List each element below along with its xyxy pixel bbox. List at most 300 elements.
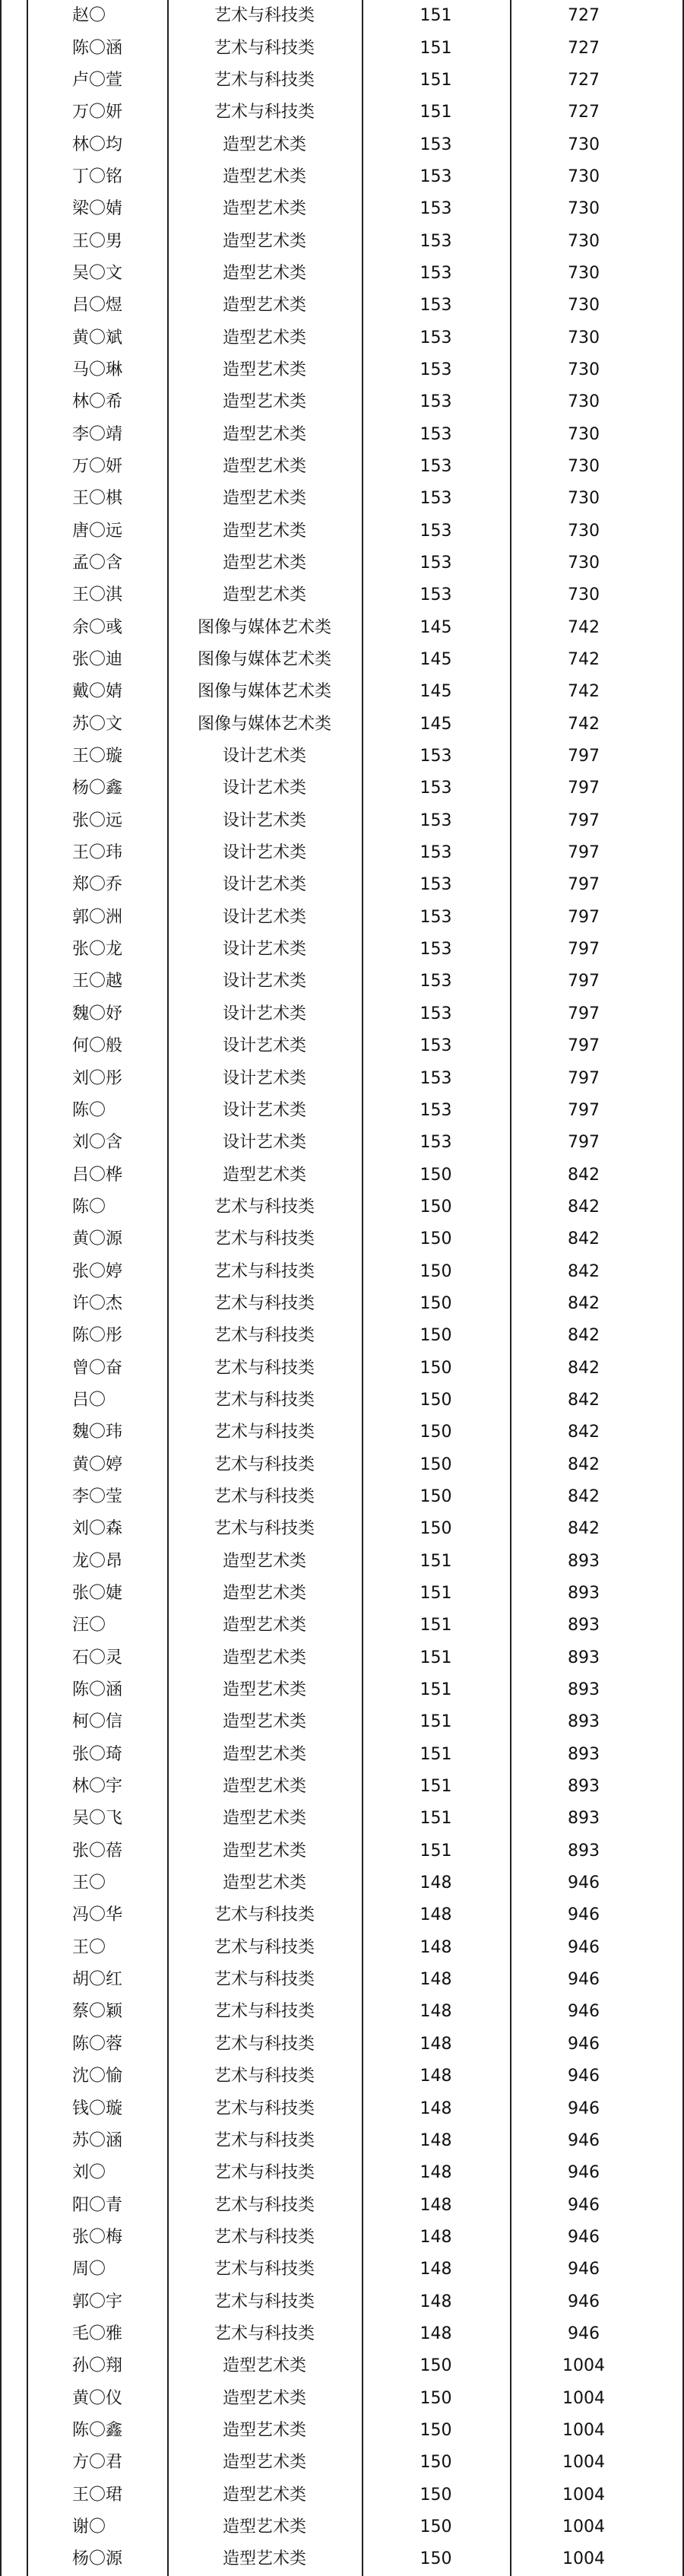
rank-cell: 797 (568, 940, 600, 960)
category-cell: 设计艺术类 (222, 875, 306, 895)
category-cell: 设计艺术类 (222, 1100, 306, 1120)
category-cell: 艺术与科技类 (214, 2292, 315, 2311)
score-cell: 145 (420, 682, 452, 702)
score-cell: 151 (420, 1584, 452, 1604)
score-cell: 150 (420, 1423, 452, 1442)
rank-cell: 730 (568, 296, 600, 316)
score-cell: 153 (420, 456, 452, 476)
table-row (27, 161, 657, 193)
rank-cell: 797 (568, 1036, 600, 1056)
category-cell: 设计艺术类 (222, 940, 306, 960)
rank-cell: 730 (568, 199, 600, 219)
table-row (27, 2254, 657, 2286)
name-cell: 黄〇斌 (72, 328, 123, 347)
category-cell: 艺术与科技类 (214, 2130, 315, 2150)
name-cell: 陈〇涵 (72, 38, 123, 58)
name-cell: 戴〇婧 (72, 682, 123, 702)
rank-cell: 797 (568, 972, 600, 991)
category-cell: 艺术与科技类 (214, 1519, 315, 1539)
score-cell: 151 (420, 1744, 452, 1764)
score-cell: 151 (420, 1616, 452, 1635)
score-cell: 153 (420, 392, 452, 412)
score-cell: 151 (420, 1712, 452, 1732)
table-row (27, 2189, 657, 2221)
table-row (27, 2511, 657, 2543)
name-cell: 王〇珺 (72, 2485, 123, 2505)
score-cell: 150 (420, 1261, 452, 1281)
table-row (27, 998, 657, 1030)
score-cell: 153 (420, 296, 452, 316)
rank-cell: 1004 (562, 2356, 605, 2376)
category-cell: 艺术与科技类 (214, 2099, 315, 2118)
score-cell: 148 (420, 2099, 452, 2118)
name-cell: 孟〇含 (72, 554, 123, 573)
category-cell: 艺术与科技类 (214, 1326, 315, 1346)
table-row (27, 2092, 657, 2124)
score-cell: 151 (420, 70, 452, 90)
table-row (27, 2415, 657, 2447)
name-cell: 余〇彧 (72, 617, 123, 637)
name-cell: 张〇迪 (72, 650, 123, 670)
score-cell: 153 (420, 940, 452, 960)
score-cell: 150 (420, 1455, 452, 1474)
table-row (27, 1996, 657, 2028)
table-row (27, 1932, 657, 1964)
category-cell: 造型艺术类 (222, 1777, 306, 1797)
name-cell: 李〇莹 (72, 1486, 123, 1506)
table-row (27, 386, 657, 418)
rank-cell: 730 (568, 392, 600, 412)
score-cell: 153 (420, 779, 452, 798)
name-cell: 陈〇 (72, 1100, 106, 1120)
category-cell: 造型艺术类 (222, 328, 306, 347)
table-row (27, 934, 657, 966)
category-cell: 造型艺术类 (222, 554, 306, 573)
score-cell: 148 (420, 2324, 452, 2343)
name-cell: 刘〇含 (72, 1133, 123, 1153)
name-cell: 胡〇红 (72, 1970, 123, 1990)
table-row (27, 290, 657, 322)
table-row (27, 2029, 657, 2060)
table-row (27, 32, 657, 64)
category-cell: 造型艺术类 (222, 1873, 306, 1893)
table-row (27, 1030, 657, 1062)
rank-cell: 842 (568, 1455, 600, 1474)
score-cell: 153 (420, 1133, 452, 1153)
category-cell: 艺术与科技类 (214, 1905, 315, 1925)
rank-cell: 946 (568, 1970, 600, 1990)
table-row (27, 1481, 657, 1513)
score-cell: 148 (420, 1873, 452, 1893)
table-row (27, 902, 657, 934)
category-cell: 造型艺术类 (222, 424, 306, 444)
table-row (27, 322, 657, 354)
category-cell: 艺术与科技类 (214, 2195, 315, 2215)
category-cell: 艺术与科技类 (214, 2002, 315, 2022)
name-cell: 王〇棋 (72, 489, 123, 509)
rank-cell: 946 (568, 1937, 600, 1957)
rank-cell: 727 (568, 103, 600, 122)
category-cell: 造型艺术类 (222, 360, 306, 379)
rank-cell: 893 (568, 1777, 600, 1797)
table-row (27, 2125, 657, 2157)
score-cell: 153 (420, 585, 452, 605)
rank-cell: 842 (568, 1519, 600, 1539)
name-cell: 方〇君 (72, 2453, 123, 2473)
category-cell: 造型艺术类 (222, 2388, 306, 2408)
rank-cell: 730 (568, 424, 600, 444)
score-cell: 150 (420, 1197, 452, 1217)
score-cell: 151 (420, 1680, 452, 1700)
table-row (27, 1385, 657, 1416)
rank-cell: 742 (568, 650, 600, 670)
table-row (27, 2350, 657, 2382)
category-cell: 造型艺术类 (222, 1744, 306, 1764)
rank-cell: 946 (568, 2292, 600, 2311)
score-cell: 148 (420, 2067, 452, 2086)
rank-cell: 742 (568, 682, 600, 702)
score-cell: 153 (420, 167, 452, 186)
name-cell: 刘〇彤 (72, 1068, 123, 1088)
rank-cell: 842 (568, 1293, 600, 1313)
category-cell: 艺术与科技类 (214, 103, 315, 122)
score-cell: 153 (420, 875, 452, 895)
category-cell: 艺术与科技类 (214, 2034, 315, 2054)
category-cell: 艺术与科技类 (214, 2163, 315, 2183)
score-cell: 148 (420, 2227, 452, 2247)
name-cell: 张〇远 (72, 811, 123, 830)
table-row (27, 1255, 657, 1287)
name-cell: 沈〇愉 (72, 2067, 123, 2086)
score-cell: 153 (420, 1036, 452, 1056)
table-row (27, 0, 657, 32)
table-row (27, 1448, 657, 1480)
table-row (27, 2479, 657, 2511)
name-cell: 张〇龙 (72, 940, 123, 960)
score-cell: 148 (420, 2292, 452, 2311)
table-row (27, 837, 657, 869)
rank-cell: 742 (568, 617, 600, 637)
name-cell: 吕〇 (72, 1390, 106, 1410)
category-cell: 图像与媒体艺术类 (197, 650, 331, 670)
name-cell: 许〇杰 (72, 1293, 123, 1313)
name-cell: 周〇 (72, 2260, 106, 2279)
table-row (27, 1288, 657, 1320)
rank-cell: 842 (568, 1229, 600, 1249)
rank-cell: 842 (568, 1261, 600, 1281)
rank-cell: 842 (568, 1486, 600, 1506)
rank-cell: 946 (568, 2324, 600, 2343)
category-cell: 造型艺术类 (222, 263, 306, 283)
table-row (27, 676, 657, 708)
score-cell: 153 (420, 489, 452, 509)
score-cell: 150 (420, 1293, 452, 1313)
name-cell: 吕〇桦 (72, 1165, 123, 1185)
rank-cell: 893 (568, 1680, 600, 1700)
rank-cell: 946 (568, 2260, 600, 2279)
category-cell: 造型艺术类 (222, 1712, 306, 1732)
category-cell: 设计艺术类 (222, 843, 306, 863)
table-row (27, 1803, 657, 1835)
table-row (27, 128, 657, 160)
score-cell: 150 (420, 2517, 452, 2536)
rank-cell: 842 (568, 1423, 600, 1442)
category-cell: 造型艺术类 (222, 2517, 306, 2536)
name-cell: 陈〇涵 (72, 1680, 123, 1700)
rank-cell: 946 (568, 2195, 600, 2215)
score-cell: 153 (420, 843, 452, 863)
category-cell: 造型艺术类 (222, 2356, 306, 2376)
table-row (27, 1513, 657, 1545)
score-cell: 153 (420, 328, 452, 347)
table-row (27, 579, 657, 611)
table-row (27, 1899, 657, 1931)
table-row (27, 354, 657, 386)
score-cell: 148 (420, 1970, 452, 1990)
name-cell: 王〇 (72, 1873, 106, 1893)
category-cell: 造型艺术类 (222, 1648, 306, 1667)
table-row (27, 1320, 657, 1352)
rank-cell: 727 (568, 70, 600, 90)
rank-cell: 1004 (562, 2549, 605, 2569)
score-cell: 151 (420, 38, 452, 58)
rank-cell: 946 (568, 2227, 600, 2247)
name-cell: 黄〇婷 (72, 1455, 123, 1474)
score-cell: 151 (420, 1809, 452, 1829)
name-cell: 黄〇仪 (72, 2388, 123, 2408)
score-cell: 148 (420, 1905, 452, 1925)
name-cell: 郭〇洲 (72, 907, 123, 927)
score-cell: 153 (420, 1068, 452, 1088)
rank-cell: 893 (568, 1648, 600, 1667)
table-row (27, 65, 657, 97)
rank-cell: 946 (568, 1873, 600, 1893)
name-cell: 万〇妍 (72, 103, 123, 122)
table-row (27, 1771, 657, 1803)
table-row (27, 772, 657, 804)
rank-cell: 730 (568, 489, 600, 509)
name-cell: 黄〇源 (72, 1229, 123, 1249)
name-cell: 魏〇玮 (72, 1423, 123, 1442)
rank-cell: 1004 (562, 2388, 605, 2408)
rank-cell: 730 (568, 167, 600, 186)
score-cell: 153 (420, 747, 452, 766)
table-row (27, 2222, 657, 2254)
category-cell: 造型艺术类 (222, 2549, 306, 2569)
table-row (27, 547, 657, 579)
name-cell: 何〇般 (72, 1036, 123, 1056)
rank-cell: 797 (568, 843, 600, 863)
category-cell: 造型艺术类 (222, 1841, 306, 1861)
rank-cell: 797 (568, 907, 600, 927)
score-cell: 150 (420, 2485, 452, 2505)
name-cell: 张〇琦 (72, 1744, 123, 1764)
name-cell: 孙〇翔 (72, 2356, 123, 2376)
score-cell: 148 (420, 2002, 452, 2022)
table-row (27, 805, 657, 837)
category-cell: 造型艺术类 (222, 1551, 306, 1571)
table-row (27, 1578, 657, 1610)
table-row (27, 709, 657, 741)
category-cell: 艺术与科技类 (214, 2227, 315, 2247)
category-cell: 图像与媒体艺术类 (197, 617, 331, 637)
category-cell: 造型艺术类 (222, 2485, 306, 2505)
name-cell: 阳〇青 (72, 2195, 123, 2215)
rank-cell: 742 (568, 714, 600, 734)
category-cell: 造型艺术类 (222, 489, 306, 509)
rank-cell: 893 (568, 1584, 600, 1604)
name-cell: 卢〇萱 (72, 70, 123, 90)
table-row (27, 2060, 657, 2092)
rank-cell: 893 (568, 1551, 600, 1571)
category-cell: 艺术与科技类 (214, 1970, 315, 1990)
score-cell: 153 (420, 907, 452, 927)
name-cell: 陈〇鑫 (72, 2420, 123, 2440)
category-cell: 造型艺术类 (222, 167, 306, 186)
name-cell: 张〇婕 (72, 1584, 123, 1604)
category-cell: 设计艺术类 (222, 1004, 306, 1023)
score-cell: 145 (420, 714, 452, 734)
category-cell: 艺术与科技类 (214, 1261, 315, 1281)
score-cell: 150 (420, 1390, 452, 1410)
score-cell: 150 (420, 2549, 452, 2569)
table-row (27, 516, 657, 547)
score-cell: 148 (420, 2034, 452, 2054)
table-row (27, 2318, 657, 2350)
rank-cell: 730 (568, 360, 600, 379)
table-row (27, 612, 657, 644)
category-cell: 艺术与科技类 (214, 1197, 315, 1217)
rank-cell: 797 (568, 811, 600, 830)
name-cell: 冯〇华 (72, 1905, 123, 1925)
name-cell: 魏〇妤 (72, 1004, 123, 1023)
name-cell: 李〇靖 (72, 424, 123, 444)
score-cell: 150 (420, 1519, 452, 1539)
category-cell: 造型艺术类 (222, 392, 306, 412)
score-cell: 150 (420, 1229, 452, 1249)
score-cell: 153 (420, 972, 452, 991)
rank-cell: 893 (568, 1616, 600, 1635)
name-cell: 赵〇 (72, 6, 106, 26)
name-cell: 郭〇宇 (72, 2292, 123, 2311)
rank-cell: 842 (568, 1358, 600, 1378)
table-row (27, 1546, 657, 1578)
score-cell: 151 (420, 6, 452, 26)
table-row (27, 1674, 657, 1706)
score-cell: 153 (420, 1004, 452, 1023)
name-cell: 苏〇涵 (72, 2130, 123, 2150)
name-cell: 王〇 (72, 1937, 106, 1957)
name-cell: 王〇淇 (72, 585, 123, 605)
rank-cell: 946 (568, 1905, 600, 1925)
name-cell: 丁〇铭 (72, 167, 123, 186)
table-row (27, 97, 657, 128)
rank-cell: 893 (568, 1841, 600, 1861)
rank-cell: 730 (568, 585, 600, 605)
name-cell: 陈〇彤 (72, 1326, 123, 1346)
name-cell: 陈〇蓉 (72, 2034, 123, 2054)
rank-cell: 842 (568, 1390, 600, 1410)
table-row (27, 258, 657, 290)
score-cell: 145 (420, 650, 452, 670)
table-row (27, 1867, 657, 1899)
category-cell: 设计艺术类 (222, 811, 306, 830)
score-cell: 150 (420, 2388, 452, 2408)
score-cell: 151 (420, 1648, 452, 1667)
rank-cell: 797 (568, 1133, 600, 1153)
category-cell: 造型艺术类 (222, 1165, 306, 1185)
rank-cell: 946 (568, 2067, 600, 2086)
table-row (27, 2447, 657, 2479)
name-cell: 龙〇昂 (72, 1551, 123, 1571)
rank-cell: 842 (568, 1165, 600, 1185)
category-cell: 造型艺术类 (222, 521, 306, 541)
table-row (27, 1416, 657, 1448)
name-cell: 梁〇婧 (72, 199, 123, 219)
table-row (27, 225, 657, 257)
name-cell: 吴〇飞 (72, 1809, 123, 1829)
category-cell: 造型艺术类 (222, 2453, 306, 2473)
category-cell: 艺术与科技类 (214, 38, 315, 58)
table-row (27, 741, 657, 772)
rank-cell: 730 (568, 521, 600, 541)
name-cell: 苏〇文 (72, 714, 123, 734)
rank-cell: 730 (568, 456, 600, 476)
table-row (27, 2286, 657, 2317)
score-cell: 153 (420, 1100, 452, 1120)
table-row (27, 2382, 657, 2414)
category-cell: 设计艺术类 (222, 1036, 306, 1056)
table-row (27, 1191, 657, 1223)
category-cell: 造型艺术类 (222, 231, 306, 251)
score-cell: 151 (420, 103, 452, 122)
name-cell: 刘〇森 (72, 1519, 123, 1539)
name-cell: 钱〇璇 (72, 2099, 123, 2118)
score-cell: 153 (420, 135, 452, 154)
rank-cell: 727 (568, 38, 600, 58)
score-cell: 148 (420, 2260, 452, 2279)
rank-cell: 797 (568, 1068, 600, 1088)
category-cell: 设计艺术类 (222, 972, 306, 991)
score-cell: 148 (420, 2163, 452, 2183)
name-cell: 林〇希 (72, 392, 123, 412)
category-cell: 图像与媒体艺术类 (197, 714, 331, 734)
score-cell: 148 (420, 2195, 452, 2215)
name-cell: 杨〇源 (72, 2549, 123, 2569)
rank-cell: 1004 (562, 2420, 605, 2440)
table-row (27, 1352, 657, 1384)
score-cell: 153 (420, 424, 452, 444)
score-cell: 153 (420, 360, 452, 379)
category-cell: 艺术与科技类 (214, 1937, 315, 1957)
rank-cell: 842 (568, 1326, 600, 1346)
rank-cell: 797 (568, 747, 600, 766)
rank-cell: 797 (568, 875, 600, 895)
score-cell: 153 (420, 554, 452, 573)
score-cell: 151 (420, 1551, 452, 1571)
name-cell: 郑〇乔 (72, 875, 123, 895)
rank-cell: 1004 (562, 2517, 605, 2536)
category-cell: 设计艺术类 (222, 779, 306, 798)
table-row (27, 1159, 657, 1191)
score-cell: 153 (420, 811, 452, 830)
table-row (27, 2543, 657, 2575)
rank-cell: 893 (568, 1744, 600, 1764)
rank-cell: 893 (568, 1809, 600, 1829)
category-cell: 艺术与科技类 (214, 70, 315, 90)
rank-cell: 893 (568, 1712, 600, 1732)
score-cell: 153 (420, 521, 452, 541)
